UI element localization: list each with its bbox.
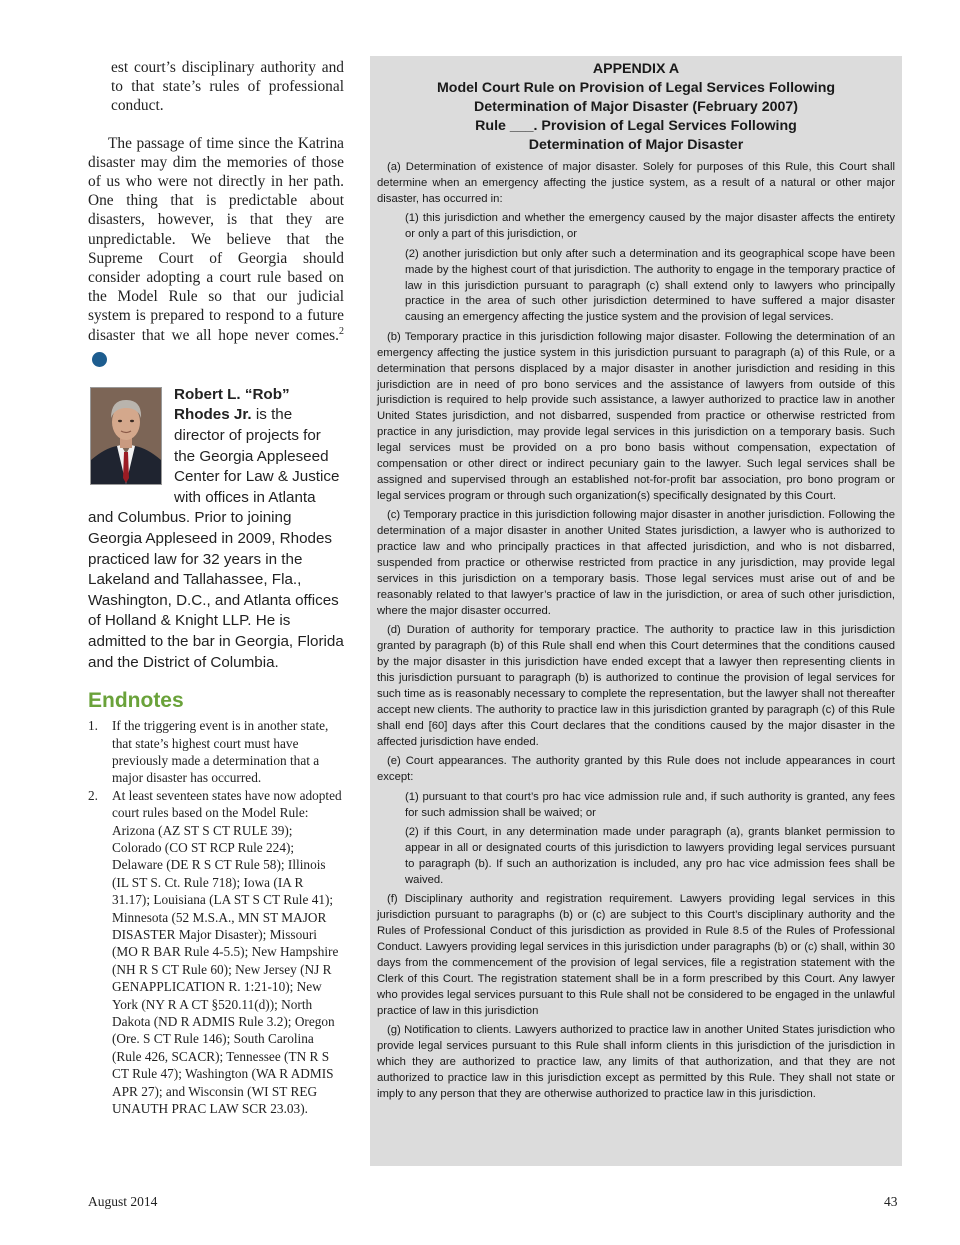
rule-paragraph: (a) Determination of existence of major disaster. Solely for purposes of this Rule, this Court shall determine when an emergency affecting the justice system, as a result of a natural or other major disaster, has occurred in: (377, 161, 895, 205)
appendix-body (377, 160, 895, 1103)
endnote-number: 2. (88, 787, 98, 803)
left-column (88, 58, 344, 1118)
rule-paragraph: (e) Court appearances. The authority granted by this Rule does not include appearances in court except: (377, 755, 895, 784)
author-bio (88, 385, 344, 673)
endnote-item (88, 717, 344, 787)
endnote-item (88, 787, 344, 1118)
gbj-end-mark-icon: GBJ (92, 352, 107, 367)
main-paragraph (88, 134, 344, 367)
continued-paragraph: est court’s disciplinary authority and to that state’s rules of professional conduct. (111, 59, 344, 115)
rule-subparagraph: (1) pursuant to that court’s pro hac vice admission rule and, if such authority is granted, any fees for such admission shall be waived; or (405, 790, 895, 819)
appendix-title-line: Determination of Major Disaster (February 2007) (473, 99, 799, 115)
rule-paragraph: (g) Notification to clients. Lawyers authorized to practice law in another United States jurisdiction who provide legal services pursuant to this Rule shall inform clients in this jurisdiction of the jurisdiction in which they are authorized to practice law, any limits of that authorization, and that they are not authorized to practice law in this jurisdiction except as permitted by this Rule. They shall not state or imply to any person that they are otherwise authorized to practice law in this jurisdiction. (377, 1024, 895, 1100)
main-paragraph-text: The passage of time since the Katrina disaster may dim the memories of those of us who were not directly in her path. One thing that is predictable about disasters, however, is that they are unpredictable. We believe that the Supreme Court of Georgia should consider adopting a court rule based on the Model Rule so that our judicial system is prepared to respond to a future disaster that we all hope never comes. (88, 134, 344, 344)
endnotes-list (88, 717, 344, 1117)
appendix-title-line: Rule ___. Provision of Legal Services Following (475, 118, 797, 134)
rule-subparagraph: (2) if this Court, in any determination made under paragraph (a), grants blanket permission to appear in all or designated courts of this jurisdiction to lawyers providing legal services pursuant to paragraph (b). If such an authorization is included, any pro hac vice admission fees shall be waived. (405, 826, 895, 886)
author-description: is the director of projects for the Georgia Appleseed Center for Law & Justice with offices in Atlanta and Columbus. Prior to joining Georgia Appleseed in 2009, Rhodes practiced law for 32 years in the Lakeland and Tallahassee, Fla., Washington, D.C., and Atlanta offices of Holland & Knight LLP. He is admitted to the bar in Georgia, Florida and the District of Columbia. (88, 406, 344, 671)
footer-date: August 2014 (88, 1194, 158, 1209)
appendix-box (370, 56, 902, 1166)
appendix-title-line: APPENDIX A (592, 61, 680, 77)
rule-paragraph: (d) Duration of authority for temporary practice. The authority to practice law in this jurisdiction granted by paragraph (b) of this Rule shall end when this Court determines that the conditions caused by the major disaster in this jurisdiction have ended except that a lawyer then representing clients in this jurisdiction pursuant to paragraph (b) is authorized to continue the provision of legal services for such time as is reasonably necessary to complete the representation, but the lawyer shall not thereafter accept new clients. The authority to practice law in this jurisdiction granted by paragraph (c) of this Rule shall end [60] days after this Court declares that the conditions caused by the major disaster in the affected jurisdiction have ended. (377, 624, 895, 748)
endnote-text: If the triggering event is in another state, that state’s highest court must have previously made a determination that a major disaster has occurred. (112, 718, 329, 786)
page-number: 43 (884, 1194, 898, 1209)
endnotes-heading: Endnotes (88, 689, 184, 713)
author-photo (90, 387, 162, 485)
rule-subparagraph: (1) this jurisdiction and whether the emergency caused by the major disaster affects the entirety or only a part of this jurisdiction, or (405, 212, 895, 241)
author-name: Robert L. “Rob” Rhodes Jr. (174, 385, 290, 424)
rule-paragraph: (c) Temporary practice in this jurisdiction following major disaster in another jurisdiction. Following the determination of a major disaster in another United States jurisdiction, a lawyer who is authorized to practice law and who principally practices in that affected jurisdiction, and who is not disbarred, suspended from practice or otherwise restricted from practice in any jurisdiction, may provide legal services in this jurisdiction on a temporary basis. Those legal services must arise out of and be reasonably related to that lawyer’s practice of law in the jurisdiction, or area of such other jurisdiction, where the major disaster occurred. (377, 509, 895, 617)
rule-paragraph: (b) Temporary practice in this jurisdiction following major disaster. Following the determination of an emergency affecting the justice system in this jurisdiction pursuant to paragraph (a) of this Rule, or a determination that persons displaced by a major disaster in another jurisdiction and residing in this jurisdiction are in need of pro bono services and the assistance of lawyers from outside of this jurisdiction is required to help provide such assistance, a lawyer authorized to practice law in another United States jurisdiction, and not disbarred, suspended from practice or otherwise restricted from practice in any jurisdiction, may provide legal services in this jurisdiction on a temporary basis. Such legal services must be provided on a pro bono basis without compensation, expectation of compensation or other direct or indirect pecuniary gain to the lawyer. Such legal services shall be assigned and supervised through an established not-for-profit bar association, pro bono program or legal services program or through such organization(s) specifically designated by this Court. (377, 330, 895, 502)
rule-subparagraph: (2) another jurisdiction but only after such a determination and its geographical scope have been made by the highest court of that jurisdiction. The authority to engage in the temporary practice of law in this jurisdiction pursuant to paragraph (c) shall extend only to lawyers who principally practice in the area of such other jurisdiction determined to have suffered a major disaster causing an emergency affecting the justice system and the provision of legal services. (405, 247, 895, 324)
endnote-text: At least seventeen states have now adopted court rules based on the Model Rule: Arizona (AZ ST S CT RULE 39); Colorado (CO ST RCP Rule 224); Delaware (DE R S CT Rule 58); Illinois (IL ST S. Ct. Rule 718); Iowa (IA R 31.17); Louisiana (LA ST S CT Rule 41); Minnesota (52 M.S.A., MN ST MAJOR DISASTER Major Disaster); Missouri (MO R BAR Rule 4-5.5); New Hampshire (NH R S CT Rule 60); New Jersey (NJ R GENAPPLICATION R. 1:21-10); New York (NY R A CT §520.11(d)); North Dakota (ND R ADMIS Rule 3.2); Oregon (Ore. S CT Rule 146); South Carolina (Rule 426, SCACR); Tennessee (TN R S CT Rule 47); Washington (WA R ADMIS APR 27); and Wisconsin (WI ST REG UNAUTH PRAC LAW SCR 23.03). (112, 787, 342, 1117)
appendix-title (377, 60, 895, 155)
appendix-title-line: Model Court Rule on Provision of Legal Services Following (436, 80, 836, 96)
endnote-number: 1. (88, 718, 98, 734)
rule-paragraph: (f) Disciplinary authority and registration requirement. Lawyers providing legal services in this jurisdiction pursuant to paragraphs (b) or (c) are subject to this Court’s disciplinary authority and the Rules of Professional Conduct of this jurisdiction as provided in Rule 8.5 of the Rules of Professional Conduct. Lawyers providing legal services in this jurisdiction under paragraphs (b) or (c) shall, within 30 days from the commencement of the provision of legal services, file a registration statement with the Clerk of this Court. The registration statement shall be in a form prescribed by this Court. Any lawyer who provides legal services pursuant to this Rule shall not be considered to be engaged in the unlawful practice of law in this jurisdiction (377, 893, 895, 1017)
appendix-title-line: Determination of Major Disaster (528, 137, 744, 153)
endnote-ref[interactable]: 2 (339, 325, 344, 337)
